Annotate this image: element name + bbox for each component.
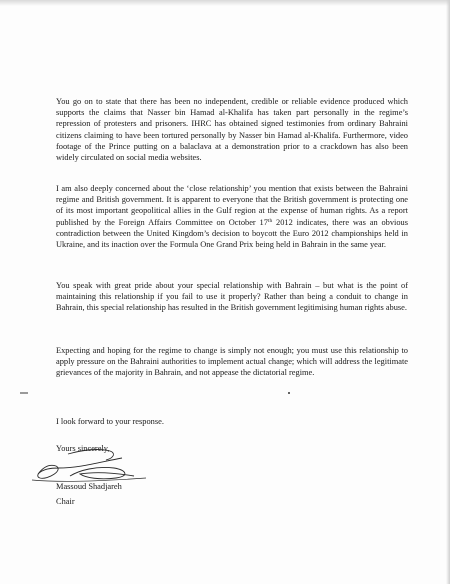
stray-dot (288, 392, 290, 394)
paragraph-special-relationship: You speak with great pride about your special relationship with Bahrain – but what is the point of maintaining this relationship if you fail to use it properly? Rather than being a conduit to change in Bahrain, this special relationship has resulted in the British government legitimising human rights abuse. (56, 281, 408, 313)
paragraph-evidence: You go on to state that there has been no independent, credible or reliable evidence produced which supports the claims that Nasser bin Hamad al-Khalifa has taken part personally in the regime’s repression of protesters and prisoners. IHRC has obtained signed testimonies from ordinary Bahraini citizens claiming to have been tortured personally by Nasser bin Hamad al-Khalifa. Furthermore, video footage of the Prince putting on a balaclava at a demonstration prior to a crackdown has also been widely circulated on social media websites. (56, 97, 408, 163)
scan-shadow-top (0, 0, 450, 6)
paragraph-relationship (56, 183, 408, 250)
paragraph-pressure: Expecting and hoping for the regime to change is simply not enough; you must use this relationship to apply pressure on the Bahraini authorities to implement actual change; which will address the legitimate grievances of the majority in Bahrain, and not appease the dictatorial regime. (56, 346, 408, 378)
signer-title: Chair (56, 497, 75, 506)
paragraph-relationship-text-1: I am also deeply concerned about the ‘close relationship’ you mention that exists between the Bahraini regime and British government. It is apparent to everyone that the British government is protecting one of its most important geopolitical allies in the Gulf region at the expense of human rights. As a report published by the Foreign Affairs Committee on October 17 (56, 184, 408, 227)
valediction: Yours sincerely, (56, 444, 110, 453)
signer-name: Massoud Shadjareh (56, 482, 122, 491)
scan-mark (20, 392, 28, 394)
paragraph-relationship-text-2: 2012 indicates, there was an obvious contradiction between the United Kingdom’s decision to boycott the Euro 2012 championships held in Ukraine, and its inaction over the Formula One Grand Prix being held in Bahrain in the same year. (56, 217, 408, 250)
scan-shadow-right (446, 0, 450, 584)
closing-line: I look forward to your response. (56, 417, 164, 426)
ordinal-suffix: th (267, 217, 273, 224)
